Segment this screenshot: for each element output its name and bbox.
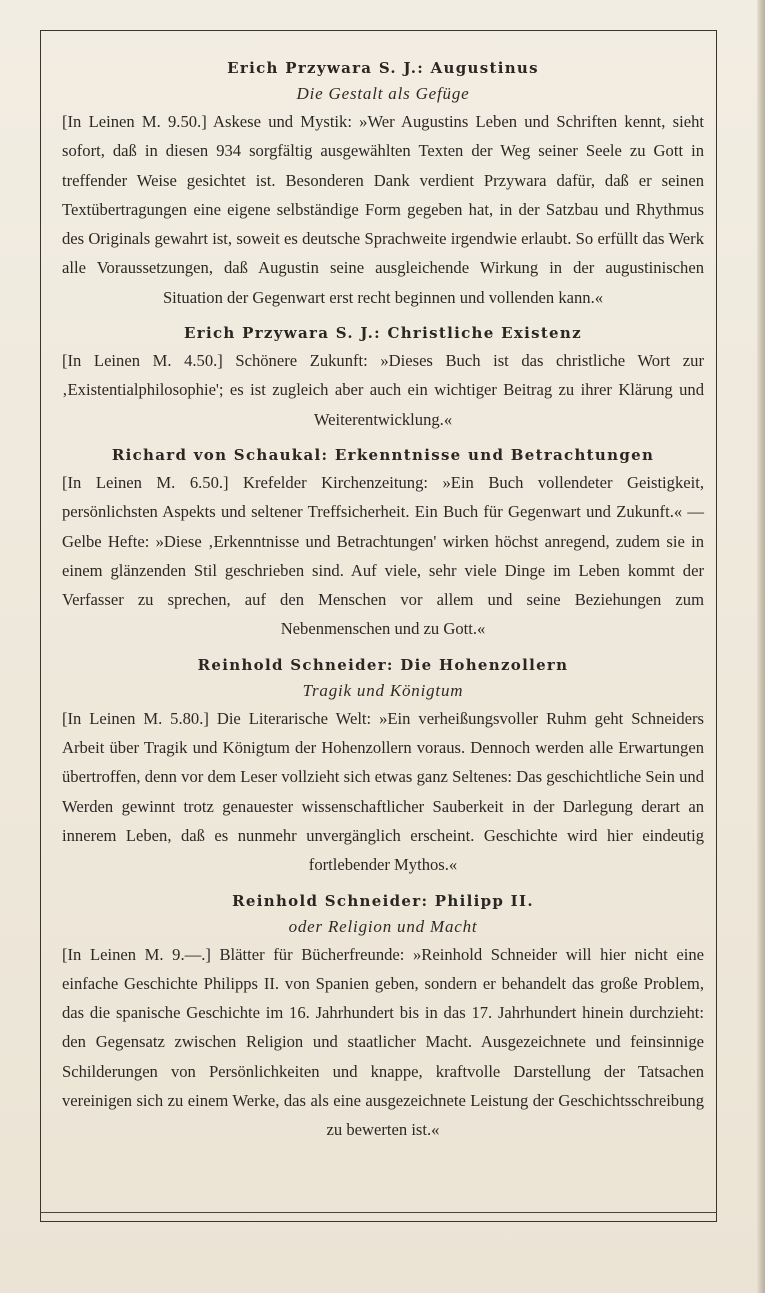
book-heading: Reinhold Schneider: Philipp II.	[232, 891, 534, 910]
book-subtitle: oder Religion und Macht	[288, 916, 478, 936]
review-text: [In Leinen M. 5.80.] Die Literarische Welt: »Ein verheißungsvoller Ruhm geht Schneiders Arbeit über Tragik und Königtum der Hohenzollern voraus. Dennoch werden alle Erwartungen übertroffen, denn vor dem Leser vollzieht sich etwas ganz Seltenes: Das geschichtliche Sein und Werden gewinnt trotz genauester wissenschaftlicher Sauberkeit in der Darlegung derart an innerem Leben, daß es nunmehr unvergänglich erscheint. Geschichte wird hier eindeutig fortlebender Mythos.«	[62, 708, 704, 875]
book-entry-philipp	[62, 888, 704, 1145]
page-edge-shadow	[757, 0, 765, 1293]
bottom-rule	[40, 1212, 717, 1213]
book-heading: Erich Przywara S. J.: Christliche Existenz	[184, 324, 582, 343]
book-heading: Richard von Schaukal: Erkenntnisse und Betrachtungen	[111, 445, 655, 464]
review-text: [In Leinen M. 9.50.] Askese und Mystik: »Wer Augustins Leben und Schriften kennt, sieht sofort, daß in diesen 934 sorgfältig ausgewählten Texten der Weg seiner Seele zu Gott in treffender Weise gesichtet ist. Besonderen Dank verdient Przywara dafür, daß er seinen Textübertragungen eine eigene selbständige Form gegeben hat, in der Satzbau und Rhythmus des Originals gewahrt ist, soweit es deutsche Sprachweite irgendwie erlaubt. So erfüllt das Werk alle Voraussetzungen, daß Augustin seine ausgleichende Wirkung in der augustinischen Situation der Gegenwart erst recht beginnen und vollenden kann.«	[62, 112, 704, 307]
book-entry-christliche-existenz	[62, 320, 704, 434]
advertisement-content	[62, 55, 704, 1153]
book-entry-hohenzollern	[62, 652, 704, 880]
book-subtitle: Tragik und Königtum	[302, 680, 464, 700]
book-entry-erkenntnisse	[62, 442, 704, 644]
review-text: [In Leinen M. 6.50.] Krefelder Kirchenzeitung: »Ein Buch vollendeter Geistigkeit, persönlichsten Aspekts und seltener Treffsicherheit. Ein Buch für Gegenwart und Zukunft.« — Gelbe Hefte: »Diese ‚Erkenntnisse und Betrachtungen' wirken höchst anregend, zudem sie in einem glänzenden Stil geschrieben sind. Auf viele, sehr viele Dinge im Leben kommt der Verfasser zu sprechen, auf den Menschen vor allem und seine Beziehungen zum Nebenmenschen und zu Gott.«	[62, 472, 704, 639]
book-heading: Erich Przywara S. J.: Augustinus	[227, 59, 539, 77]
review-text: [In Leinen M. 4.50.] Schönere Zukunft: »Dieses Buch ist das christliche Wort zur ‚Existentialphilosophie'; es ist zugleich aber auch ein wichtiger Beitrag zu ihrer Klärung und Weiterentwicklung.«	[62, 351, 704, 429]
book-subtitle: Die Gestalt als Gefüge	[296, 84, 470, 103]
book-heading: Reinhold Schneider: Die Hohenzollern	[197, 655, 569, 674]
review-text: [In Leinen M. 9.—.] Blätter für Bücherfreunde: »Reinhold Schneider will hier nicht eine einfache Geschichte Philipps II. von Spanien geben, sondern er behandelt das große Problem, das die spanische Geschichte im 16. Jahrhundert bis in das 17. Jahrhundert hinein durchzieht: den Gegensatz zwischen Religion und staatlicher Macht. Ausgezeichnete und feinsinnige Schilderungen von Persönlichkeiten und knappe, kraftvolle Darstellung der Tatsachen vereinigen sich zu einem Werke, das als eine ausgezeichnete Leistung der Geschichtsschreibung zu bewerten ist.«	[62, 944, 704, 1140]
book-entry-augustinus	[62, 55, 704, 312]
